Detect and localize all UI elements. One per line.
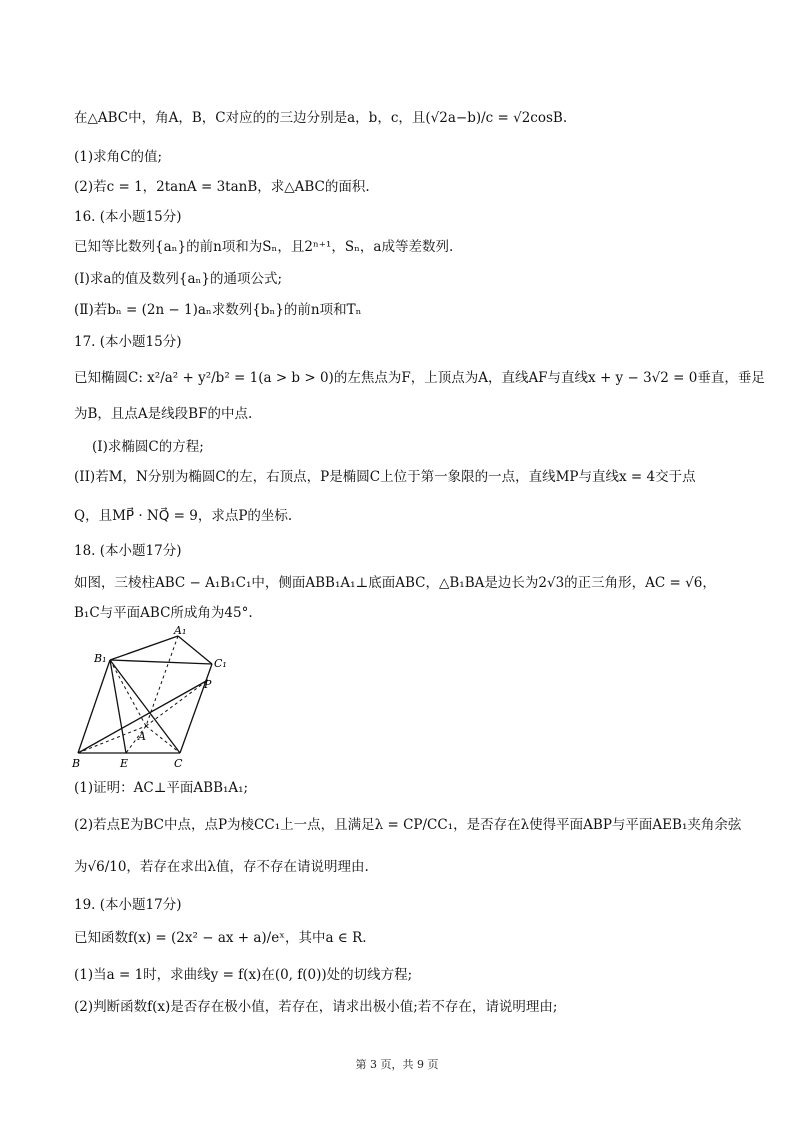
line-8: 已知椭圆C: x²/a² + y²/b² = 1(a > b > 0)的左焦点为F，上顶点为A，直线AF与直线x + y − 3√2 = 0垂直，垂足 bbox=[74, 370, 765, 386]
line-5: (Ⅰ)求a的值及数列{aₙ}的通项公式; bbox=[74, 271, 283, 287]
page-footer: 第 3 页，共 9 页 bbox=[355, 1058, 439, 1071]
line-16: (1)证明：AC⊥平面ABB₁A₁; bbox=[74, 780, 249, 796]
line-4: 已知等比数列{aₙ}的前n项和为Sₙ，且2ⁿ⁺¹，Sₙ，a成等差数列. bbox=[74, 239, 454, 255]
line-a-p bbox=[146, 680, 208, 726]
edge-a1-c1 bbox=[178, 636, 212, 664]
line-7: 17. (本小题15分) bbox=[74, 334, 182, 350]
line-0: 在△ABC中，角A，B，C对应的的三边分别是a，b，c，且(√2a−b)/c = √2cosB. bbox=[74, 110, 568, 126]
line-10: (I)求椭圆C的方程; bbox=[92, 439, 204, 455]
line-21: (1)当a = 1时，求曲线y = f(x)在(0, f(0))处的切线方程; bbox=[74, 967, 413, 983]
line-15: B₁C与平面ABC所成角为45°. bbox=[74, 605, 253, 621]
label-p: P bbox=[204, 678, 212, 691]
line-12: Q，且MP⃗ · NQ⃗ = 9，求点P的坐标. bbox=[74, 508, 293, 524]
line-13: 18. (本小题17分) bbox=[74, 543, 182, 559]
line-6: (Ⅱ)若bₙ = (2n − 1)aₙ求数列{bₙ}的前n项和Tₙ bbox=[74, 302, 362, 318]
edge-b-a bbox=[78, 726, 146, 753]
line-18: 为√6/10，若存在求出λ值，存不存在请说明理由. bbox=[74, 859, 369, 875]
line-2: (2)若c = 1，2tanA = 3tanB，求△ABC的面积. bbox=[74, 179, 370, 195]
label-c: C bbox=[174, 757, 183, 770]
prism-figure bbox=[68, 620, 238, 770]
label-b: B bbox=[72, 757, 81, 770]
line-20: 已知函数f(x) = (2x² − ax + a)/eˣ，其中a ∈ R. bbox=[74, 930, 367, 946]
line-17: (2)若点E为BC中点，点P为棱CC₁上一点，且满足λ = CP/CC₁，是否存在λ使得平面ABP与平面AEB₁夹角余弦 bbox=[74, 817, 742, 833]
label-a1: A₁ bbox=[174, 624, 187, 637]
edge-b1-a1 bbox=[110, 636, 178, 660]
line-11: (II)若M，N分别为椭圆C的左，右顶点，P是椭圆C上位于第一象限的一点，直线MP与直线x = 4交于点 bbox=[74, 469, 696, 485]
edge-b1-c1 bbox=[110, 660, 212, 664]
line-1: (1)求角C的值; bbox=[74, 149, 163, 165]
line-22: (2)判断函数f(x)是否存在极小值，若存在，请求出极小值;若不存在，请说明理由; bbox=[74, 999, 558, 1015]
label-b1: B₁ bbox=[94, 652, 107, 665]
label-e: E bbox=[120, 757, 129, 770]
line-9: 为B，且点A是线段BF的中点. bbox=[74, 406, 253, 422]
line-3: 16. (本小题15分) bbox=[74, 209, 182, 225]
edge-b1-b bbox=[78, 660, 110, 753]
line-14: 如图，三棱柱ABC − A₁B₁C₁中，侧面ABB₁A₁⊥底面ABC，△B₁BA是边长为2√3的正三角形，AC = √6， bbox=[74, 575, 716, 591]
line-19: 19. (本小题17分) bbox=[74, 897, 182, 913]
label-c1: C₁ bbox=[214, 657, 227, 670]
label-a: A bbox=[138, 730, 146, 743]
